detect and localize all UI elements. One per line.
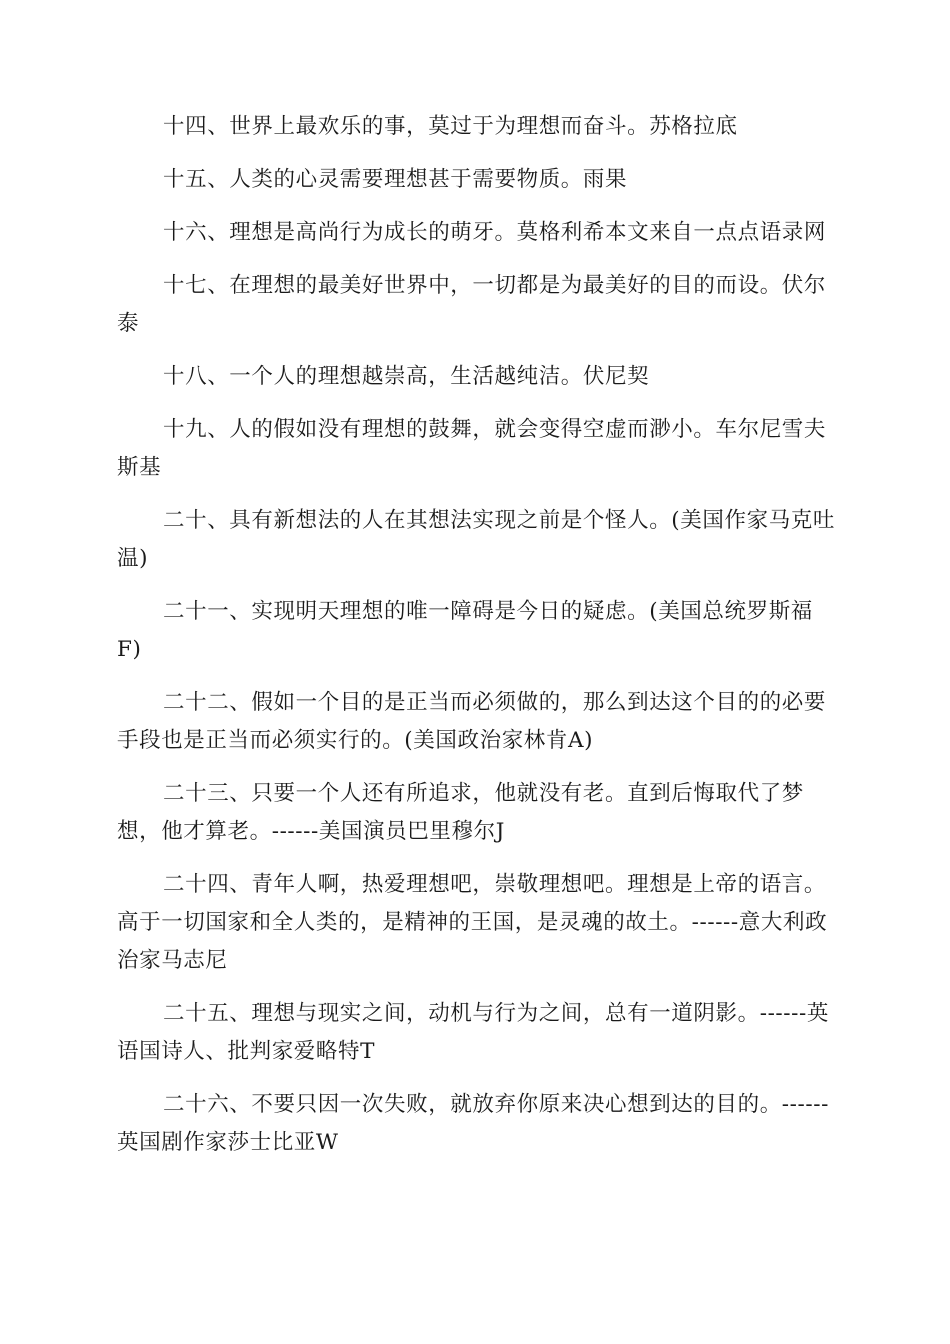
quote-paragraph-24: 二十四、青年人啊，热爱理想吧，崇敬理想吧。理想是上帝的语言。高于一切国家和全人类的，是精神的王国，是灵魂的故土。------意大利政治家马志尼 xyxy=(117,872,828,973)
quote-paragraph-21: 二十一、实现明天理想的唯一障碍是今日的疑虑。(美国总统罗斯福F) xyxy=(117,599,813,662)
quote-paragraph-16: 十六、理想是高尚行为成长的萌牙。莫格利希本文来自一点点语录网 xyxy=(163,220,827,245)
quote-paragraph-22: 二十二、假如一个目的是正当而必须做的，那么到达这个目的的必要手段也是正当而必须实行的。(美国政治家林肯A) xyxy=(117,690,827,753)
document-body xyxy=(117,108,837,1177)
quote-paragraph-26: 二十六、不要只因一次失败，就放弃你原来决心想到达的目的。------英国剧作家莎士比亚W xyxy=(117,1092,829,1155)
quote-paragraph-17: 十七、在理想的最美好世界中，一切都是为最美好的目的而设。伏尔泰 xyxy=(117,273,827,336)
quote-paragraph-20: 二十、具有新想法的人在其想法实现之前是个怪人。(美国作家马克吐温) xyxy=(117,508,835,571)
quote-paragraph-15: 十五、人类的心灵需要理想甚于需要物质。雨果 xyxy=(163,167,628,192)
quote-paragraph-14: 十四、世界上最欢乐的事，莫过于为理想而奋斗。苏格拉底 xyxy=(163,114,738,139)
quote-paragraph-18: 十八、一个人的理想越崇高，生活越纯洁。伏尼契 xyxy=(163,364,650,389)
quote-paragraph-25: 二十五、理想与现实之间，动机与行为之间，总有一道阴影。------英语国诗人、批判家爱略特T xyxy=(117,1001,829,1064)
quote-paragraph-23: 二十三、只要一个人还有所追求，他就没有老。直到后悔取代了梦想，他才算老。------美国演员巴里穆尔J xyxy=(117,781,804,844)
quote-paragraph-19: 十九、人的假如没有理想的鼓舞，就会变得空虚而渺小。车尔尼雪夫斯基 xyxy=(117,417,827,480)
